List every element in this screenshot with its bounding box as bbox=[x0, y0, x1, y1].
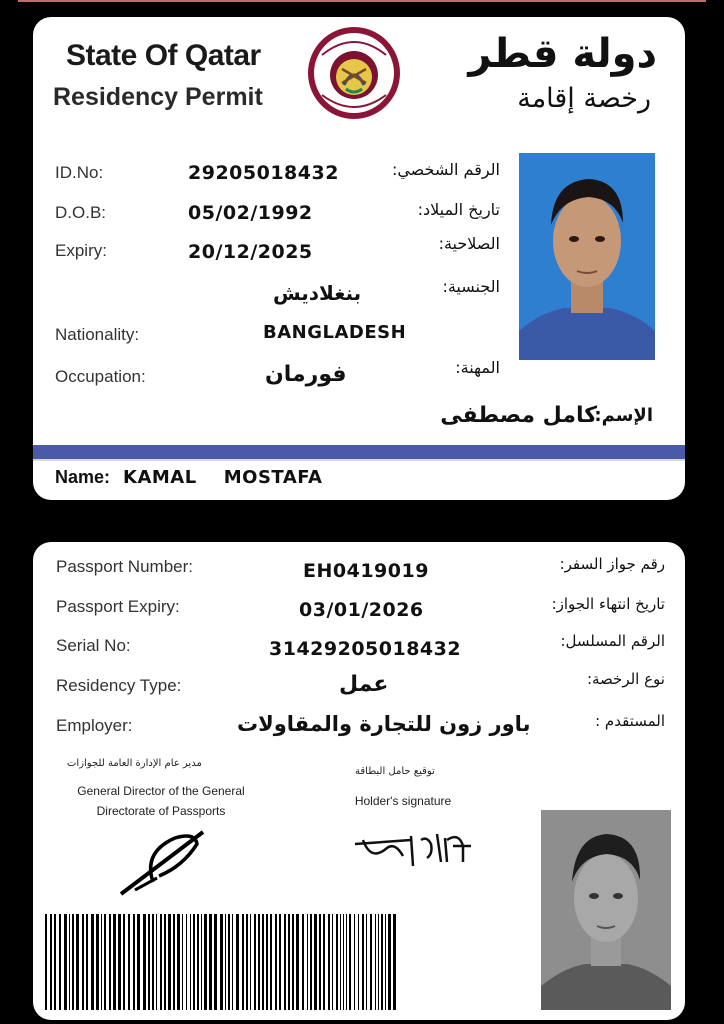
barcode-bar bbox=[323, 914, 325, 1010]
barcode-bar bbox=[96, 914, 99, 1010]
residency-type-label-en: Residency Type: bbox=[56, 676, 182, 695]
barcode-bar bbox=[370, 914, 372, 1010]
barcode-bar bbox=[148, 914, 150, 1010]
employer-label-en: Employer: bbox=[56, 716, 133, 735]
barcode-bar bbox=[254, 914, 256, 1010]
barcode-bar bbox=[152, 914, 154, 1010]
barcode-bar bbox=[137, 914, 140, 1010]
barcode-bar bbox=[236, 914, 239, 1010]
passport-expiry-value: 03/01/2026 bbox=[299, 599, 424, 621]
blue-band bbox=[33, 445, 685, 459]
barcode-bar bbox=[366, 914, 367, 1010]
nationality-label-ar: الجنسية: bbox=[442, 277, 500, 296]
occupation-label-en: Occupation: bbox=[55, 367, 146, 386]
serial-value: 31429205018432 bbox=[269, 638, 462, 660]
barcode-bar bbox=[349, 914, 351, 1010]
holder-signature-label-ar: توقيع حامل البطاقة bbox=[355, 766, 435, 777]
barcode-bar bbox=[328, 914, 330, 1010]
passport-number-label-en: Passport Number: bbox=[56, 557, 193, 576]
id-value: 29205018432 bbox=[188, 162, 339, 184]
id-label-en: ID.No: bbox=[55, 163, 104, 182]
residency-card-back bbox=[33, 542, 685, 1020]
holder-signature-label-en: Holder's signature bbox=[354, 794, 452, 808]
barcode-bar bbox=[343, 914, 344, 1010]
barcode-bar bbox=[197, 914, 199, 1010]
barcode-bar bbox=[266, 914, 268, 1010]
barcode-bar bbox=[204, 914, 207, 1010]
barcode-bar bbox=[209, 914, 212, 1010]
barcode-bar bbox=[296, 914, 299, 1010]
barcode-bar bbox=[242, 914, 244, 1010]
barcode-bar bbox=[275, 914, 277, 1010]
passport-expiry-label-ar: تاريخ انتهاء الجواز: bbox=[551, 595, 665, 613]
barcode-bar bbox=[302, 914, 304, 1010]
nationality-value-ar: بنغلاديش bbox=[273, 281, 362, 305]
title-ar: دولة قطر bbox=[468, 31, 657, 77]
expiry-label-en: Expiry: bbox=[55, 241, 107, 260]
barcode-bar bbox=[143, 914, 146, 1010]
barcode-bar bbox=[228, 914, 230, 1010]
barcode-bar bbox=[193, 914, 195, 1010]
barcode-bar bbox=[381, 914, 383, 1010]
barcode-bar bbox=[123, 914, 125, 1010]
director-title-ar: مدير عام الإدارة العامة للجوازات bbox=[67, 758, 202, 769]
barcode-bar bbox=[307, 914, 308, 1010]
barcode-bar bbox=[314, 914, 317, 1010]
barcode-bar bbox=[168, 914, 171, 1010]
barcode-bar bbox=[220, 914, 223, 1010]
barcode-bar bbox=[393, 914, 396, 1010]
barcode-bar bbox=[190, 914, 191, 1010]
passport-number-label-ar: رقم جواز السفر: bbox=[559, 555, 665, 573]
barcode-bar bbox=[156, 914, 157, 1010]
barcode-bar bbox=[284, 914, 286, 1010]
barcode-bar bbox=[358, 914, 359, 1010]
top-edge-line bbox=[18, 0, 706, 2]
passport-number-value: EH0419019 bbox=[303, 560, 429, 582]
title-en: State Of Qatar bbox=[66, 39, 261, 72]
residency-type-value-ar: عمل bbox=[339, 672, 389, 697]
barcode-bar bbox=[310, 914, 312, 1010]
subtitle-ar: رخصة إقامة bbox=[517, 83, 651, 114]
name-label-ar: الإسم: bbox=[594, 405, 653, 426]
barcode-bar bbox=[270, 914, 272, 1010]
barcode-bar bbox=[319, 914, 321, 1010]
barcode-bar bbox=[246, 914, 248, 1010]
expiry-label-ar: الصلاحية: bbox=[438, 234, 500, 253]
barcode-bar bbox=[54, 914, 56, 1010]
barcode-bar bbox=[258, 914, 260, 1010]
id-label-ar: الرقم الشخصي: bbox=[391, 160, 500, 179]
barcode-bar bbox=[101, 914, 102, 1010]
barcode-bar bbox=[76, 914, 79, 1010]
occupation-value-ar: فورمان bbox=[265, 362, 347, 387]
subtitle-en: Residency Permit bbox=[53, 83, 263, 111]
holder-signature-image bbox=[351, 822, 481, 877]
barcode-bar bbox=[118, 914, 121, 1010]
barcode-bar bbox=[72, 914, 74, 1010]
barcode-bar bbox=[91, 914, 94, 1010]
barcode-bar bbox=[279, 914, 281, 1010]
barcode-bar bbox=[133, 914, 135, 1010]
occupation-label-ar: المهنة: bbox=[455, 358, 500, 377]
barcode-bar bbox=[214, 914, 217, 1010]
barcode-bar bbox=[340, 914, 341, 1010]
barcode-bar bbox=[50, 914, 52, 1010]
barcode bbox=[43, 914, 401, 1010]
barcode-bar bbox=[82, 914, 84, 1010]
barcode-bar bbox=[104, 914, 106, 1010]
barcode-bar bbox=[336, 914, 338, 1010]
barcode-bar bbox=[262, 914, 264, 1010]
barcode-bar bbox=[354, 914, 355, 1010]
barcode-bar bbox=[86, 914, 88, 1010]
name-value-ar: كامل مصطفى bbox=[440, 403, 597, 428]
holder-photo-color bbox=[519, 153, 655, 360]
residency-type-label-ar: نوع الرخصة: bbox=[586, 670, 665, 688]
serial-label-ar: الرقم المسلسل: bbox=[560, 632, 665, 650]
name-label-en: Name: bbox=[55, 467, 111, 487]
barcode-bar bbox=[346, 914, 347, 1010]
barcode-bar bbox=[182, 914, 183, 1010]
barcode-bar bbox=[128, 914, 130, 1010]
barcode-bar bbox=[362, 914, 364, 1010]
director-signature-image bbox=[113, 822, 213, 907]
qatar-emblem-icon bbox=[306, 25, 402, 121]
barcode-bar bbox=[225, 914, 226, 1010]
nationality-label-en: Nationality: bbox=[55, 325, 140, 344]
barcode-bar bbox=[250, 914, 251, 1010]
dob-label-en: D.O.B: bbox=[55, 203, 107, 222]
employer-value-ar: باور زون للتجارة والمقاولات bbox=[237, 712, 531, 736]
barcode-bar bbox=[288, 914, 290, 1010]
divider bbox=[33, 459, 685, 461]
director-title-en-line1: General Director of the General bbox=[77, 784, 245, 798]
barcode-bar bbox=[201, 914, 202, 1010]
nationality-value-en: BANGLADESH bbox=[263, 322, 407, 343]
barcode-bar bbox=[45, 914, 47, 1010]
barcode-bar bbox=[113, 914, 116, 1010]
holder-photo-grayscale bbox=[541, 810, 671, 1010]
barcode-bar bbox=[69, 914, 70, 1010]
barcode-bar bbox=[186, 914, 187, 1010]
residency-card-front bbox=[33, 17, 685, 500]
barcode-bar bbox=[64, 914, 67, 1010]
barcode-bar bbox=[388, 914, 391, 1010]
barcode-bar bbox=[109, 914, 111, 1010]
employer-label-ar: المستقدم : bbox=[595, 712, 665, 730]
dob-label-ar: تاريخ الميلاد: bbox=[417, 200, 500, 219]
barcode-bar bbox=[385, 914, 386, 1010]
barcode-bar bbox=[232, 914, 233, 1010]
dob-value: 05/02/1992 bbox=[188, 202, 313, 224]
barcode-bar bbox=[375, 914, 376, 1010]
expiry-value: 20/12/2025 bbox=[188, 241, 313, 263]
barcode-bar bbox=[332, 914, 333, 1010]
barcode-bar bbox=[177, 914, 180, 1010]
barcode-bar bbox=[378, 914, 379, 1010]
passport-expiry-label-en: Passport Expiry: bbox=[56, 597, 180, 616]
barcode-bar bbox=[173, 914, 175, 1010]
serial-label-en: Serial No: bbox=[56, 636, 131, 655]
barcode-bar bbox=[59, 914, 61, 1010]
barcode-bar bbox=[292, 914, 294, 1010]
director-title-en-line2: Directorate of Passports bbox=[96, 804, 226, 818]
barcode-bar bbox=[160, 914, 162, 1010]
barcode-bar bbox=[164, 914, 166, 1010]
name-value-en: KAMAL MOSTAFA bbox=[123, 467, 323, 488]
